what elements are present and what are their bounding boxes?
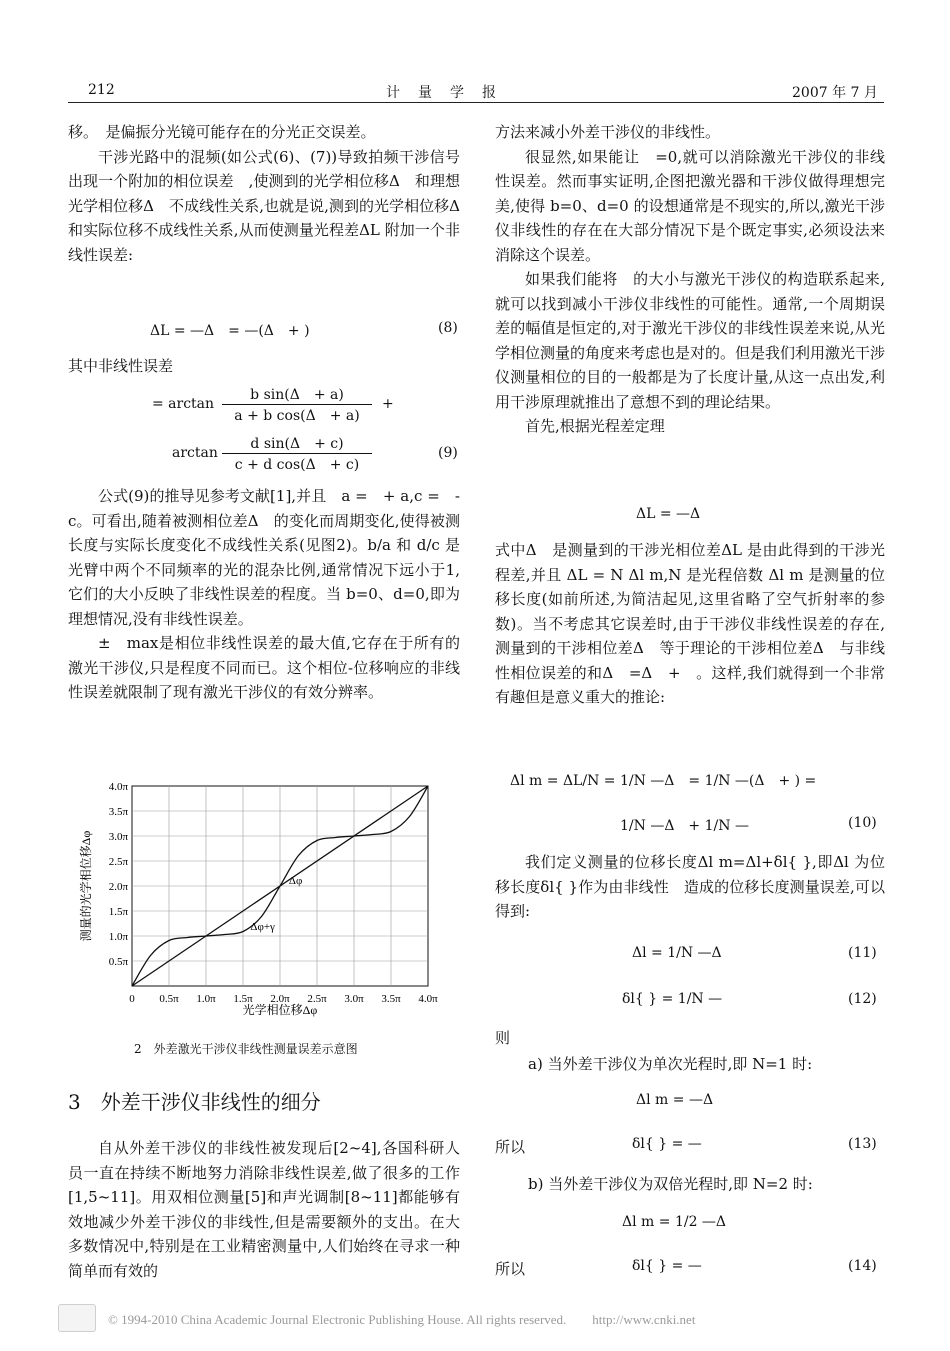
right-para-1: 很显然,如果能让 =0,就可以消除激光干涉仪的非线性误差。然而事实证明,企图把激光器和干涉仪做得理想完美,使得 b=0、d=0 的设想通常是不现实的,所以,激光干涉仪非线性的存在在大部分情况下是个既定事实,必须设法来消除这个误差。 (495, 147, 885, 264)
x-tick-label: 2.0π (270, 993, 290, 1005)
right-para-5: 我们定义测量的位移长度Δl m=Δl+δl{ },即Δl 为位移长度δl{ }作为由非线性 造成的位移长度测量误差,可以得到: (495, 853, 885, 920)
y-tick-label: 4.0π (108, 781, 128, 793)
y-tick-label: 3.5π (108, 806, 128, 818)
x-tick-label: 0.5π (159, 993, 179, 1005)
equation-12: δl{ } = 1/N — (622, 991, 723, 1007)
equation-9-number: (9) (438, 445, 458, 461)
equation-9b-denominator: c + d cos(Δ + c) (234, 457, 360, 473)
equation-case-b: Δl m = 1/2 —Δ (622, 1214, 727, 1230)
right-para-2: 如果我们能将 的大小与激光干涉仪的构造联系起来,就可以找到减小干涉仪非线性的可能性。通常,一个周期误差的幅值是恒定的,对于激光干涉仪的非线性误差来说,从光学相位测量的角度来考虑也是对的。但是我们利用激光干涉仪测量相位的目的一般都是为了长度计量,从这一点出发,利用干涉原理就推出了意想不到的理论结果。 (495, 270, 886, 411)
right-column (495, 120, 885, 439)
y-tick-label: 0.5π (108, 956, 128, 968)
header-rule (68, 102, 884, 103)
suoyi-1: 所以 (495, 1138, 526, 1156)
left-para-2: 其中非线性误差 (68, 357, 174, 375)
equation-11: Δl = 1/N —Δ (632, 945, 722, 961)
right-ze-wrap (495, 1026, 885, 1051)
figure-2-caption: 2 外差激光干涉仪非线性测量误差示意图 (134, 1042, 358, 1056)
case-b: b) 当外差干涉仪为双倍光程时,即 N=2 时: (528, 1175, 813, 1193)
case-a-wrap (528, 1052, 888, 1077)
equation-9a-plus: + (382, 396, 394, 412)
equation-path-difference: ΔL = —Δ (636, 506, 701, 522)
annotation-dphi: Δφ (288, 875, 303, 887)
left-para-5-wrap (68, 1136, 460, 1283)
right-para-0: 方法来减小外差干涉仪的非线性。 (495, 123, 721, 141)
x-tick-label: 1.0π (196, 993, 216, 1005)
x-tick-label: 3.0π (344, 993, 364, 1005)
copyright-footer: © 1994-2010 China Academic Journal Electronic Publishing House. All rights reserved. http://www.cnki.net (108, 1312, 696, 1327)
figure-2-chart (72, 778, 452, 1023)
y-tick-label: 2.5π (108, 856, 128, 868)
cnki-logo-icon (58, 1304, 96, 1332)
left-para-3-wrap (68, 484, 476, 705)
right-para-4-wrap (495, 538, 885, 710)
page-number: 212 (88, 82, 115, 98)
equation-14-number: (14) (848, 1258, 877, 1274)
x-tick-label: 0 (129, 993, 135, 1005)
left-para-5: 自从外差干涉仪的非线性被发现后[2~4],各国科研人员一直在持续不断地努力消除非线性误差,做了很多的工作[1,5~11]。用双相位测量[5]和声光调制[8~11]都能够有效地减少外差干涉仪的非线性,但是需要额外的支出。在大多数情况中,特别是在工业精密测量中,人们始终在寻求一种简单而有效的 (68, 1139, 460, 1280)
equation-10-number: (10) (848, 815, 877, 831)
left-para-3: 公式(9)的推导见参考文献[1],并且 a = + a,c = - c。可看出,随着被测相位差Δ 的变化而周期变化,使得被测长度与实际长度变化不成线性关系(见图2)。b/a 和 d/c 是光臂中两个不同频率的光的混杂比例,通常情况下远小于1,它们的大小反映了非线性误差的程度。当 b=0、d=0,即为理想情况,没有非线性误差。 (68, 487, 476, 628)
equation-10a: Δl m = ΔL/N = 1/N —Δ = 1/N —(Δ + ) = (510, 773, 817, 789)
equation-9a-numerator: b sin(Δ + a) (222, 384, 372, 405)
left-para-0: 移。 是偏振分光镜可能存在的分光正交误差。 (68, 123, 376, 141)
x-tick-label: 3.5π (381, 993, 401, 1005)
equation-13: δl{ } = — (632, 1136, 702, 1152)
equation-11-number: (11) (848, 945, 877, 961)
right-para-4: 式中Δ 是测量到的干涉光相位差ΔL 是由此得到的干涉光程差,并且 ΔL = N Δl m,N 是光程倍数 Δl m 是测量的位移长度(如前所述,为简洁起见,这里省略了空气折射率的参数)。当不考虑其它误差时,由于干涉仪非线性误差的存在,测量到的干涉相位差Δ 等于理论的干涉相位差Δ 与非线性相位误差的和Δ =Δ + 。这样,我们就得到一个非常有趣但是意义重大的推论: (495, 541, 885, 706)
y-tick-label: 2.0π (108, 881, 128, 893)
equation-case-a: Δl m = —Δ (636, 1092, 714, 1108)
case-a: a) 当外差干涉仪为单次光程时,即 N=1 时: (528, 1055, 813, 1073)
x-tick-label: 1.5π (233, 993, 253, 1005)
y-tick-label: 1.0π (108, 931, 128, 943)
equation-14: δl{ } = — (632, 1258, 702, 1274)
equation-9b-numerator: d sin(Δ + c) (222, 433, 372, 454)
journal-title: 计 量 学 报 (386, 85, 498, 101)
equation-10b: 1/N —Δ + 1/N — (620, 818, 749, 834)
case-b-wrap (528, 1172, 888, 1197)
equation-8-number: (8) (438, 320, 458, 336)
right-para-5-wrap (495, 850, 885, 924)
equation-13-number: (13) (848, 1136, 877, 1152)
right-ze: 则 (495, 1029, 511, 1047)
left-para-2-wrap (68, 354, 460, 379)
equation-9b-lhs: arctan (172, 445, 218, 461)
issue-date: 2007 年 7 月 (792, 85, 878, 101)
left-para-1: 干涉光路中的混频(如公式(6)、(7))导致拍频干涉信号出现一个附加的相位误差 ,使测到的光学相位移Δ 和理想光学相位移Δ 不成线性关系,也就是说,测到的光学相位移Δ 和实际位移不成线性关系,从而使测量光程差ΔL 附加一个非线性误差: (68, 147, 476, 264)
equation-9a-denominator: a + b cos(Δ + a) (234, 408, 360, 424)
annotation-dphi-gamma: Δφ+γ (250, 921, 275, 933)
x-tick-label: 2.5π (307, 993, 327, 1005)
right-para-3: 首先,根据光程差定理 (525, 417, 665, 435)
y-axis-label: 测量的光学相位移Δφ (79, 830, 93, 942)
x-tick-label: 4.0π (418, 993, 438, 1005)
left-column (68, 120, 476, 267)
equation-8: ΔL = —Δ = —(Δ + ) (150, 323, 310, 339)
x-axis-label: 光学相位移Δφ (242, 1003, 318, 1017)
section-3-heading: 3 外差干涉仪非线性的细分 (68, 1090, 321, 1114)
left-para-4: ± max是相位非线性误差的最大值,它存在于所有的激光干涉仪,只是程度不同而已。这个相位-位移响应的非线性误差就限制了现有激光干涉仪的有效分辨率。 (68, 634, 460, 701)
suoyi-2: 所以 (495, 1260, 526, 1278)
equation-12-number: (12) (848, 991, 877, 1007)
y-tick-label: 3.0π (108, 831, 128, 843)
y-tick-label: 1.5π (108, 906, 128, 918)
equation-9a-lhs: = arctan (152, 396, 215, 412)
